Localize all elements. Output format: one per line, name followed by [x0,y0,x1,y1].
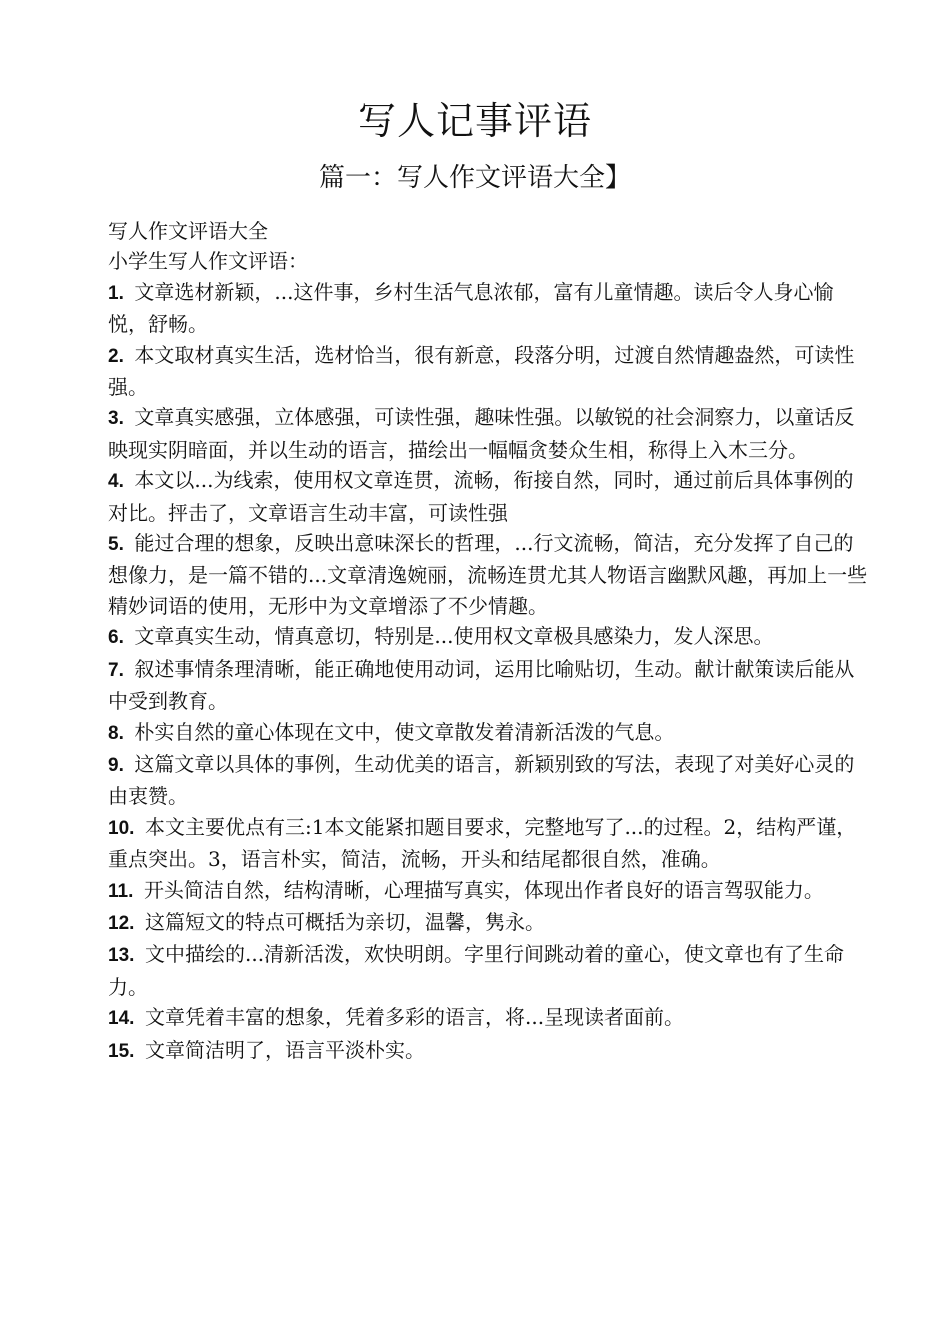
item-text: 文章简洁明了，语言平淡朴实。 [144,1037,425,1062]
item-text: 叙述事情条理清晰，能正确地使用动词，运用比喻贴切，生动。献计献策读后能从中受到教育。 [108,656,855,714]
comment-item [108,340,868,403]
comment-item [108,1002,868,1034]
item-number: 2. [108,345,124,367]
section-heading: 篇一：写人作文评语大全】 [318,163,631,193]
item-text: 文章真实生动，情真意切，特别是...使用权文章极具感染力，发人深思。 [134,624,774,649]
item-text: 本文主要优点有三:1本文能紧扣题目要求，完整地写了...的过程。2，结构严谨，重点突出。3，语言朴实，简洁，流畅，开头和结尾都很自然，准确。 [108,814,857,872]
item-number: 8. [108,722,124,744]
item-text: 文章选材新颖，...这件事，乡村生活气息浓郁，富有儿童情趣。读后令人身心愉悦，舒畅。 [108,279,834,337]
comment-item [108,939,868,1002]
comment-item [108,875,868,907]
comment-item [108,654,868,717]
comment-item [108,907,868,939]
item-text: 文中描绘的...清新活泼，欢快明朗。字里行间跳动着的童心，使文章也有了生命力。 [108,942,845,999]
document-body [108,216,868,1067]
intro-line: 小学生写人作文评语： [108,249,308,274]
comment-item [108,528,868,621]
item-number: 10. [108,817,135,839]
comment-item [108,1035,868,1067]
item-number: 12. [108,912,135,934]
item-text: 朴实自然的童心体现在文中，使文章散发着清新活泼的气息。 [134,719,675,744]
comment-item [108,402,868,465]
item-text: 文章真实感强，立体感强，可读性强，趣味性强。以敏锐的社会洞察力，以童话反映现实阴暗面，并以生动的语言，描绘出一幅幅贪婪众生相，称得上入木三分。 [108,405,855,462]
item-text: 本文以...为线索，使用权文章连贯，流畅，衔接自然，同时，通过前后具体事例的对比。抨击了，文章语言生动丰富，可读性强 [108,468,854,525]
item-text: 开头简洁自然，结构清晰，心理描写真实，体现出作者良好的语言驾驭能力。 [143,877,824,902]
comment-item [108,621,868,653]
item-text: 能过合理的想象，反映出意味深长的哲理，...行文流畅，简洁，充分发挥了自己的想像力，是一篇不错的...文章清逸婉丽，流畅连贯尤其人物语言幽默风趣，再加上一些精妙词语的使用，无形中为文章增添了不少情趣。 [108,531,868,618]
item-number: 9. [108,754,124,776]
item-number: 1. [108,282,124,304]
comment-item [108,812,868,875]
item-number: 13. [108,945,135,967]
item-number: 7. [108,659,124,681]
intro-line: 写人作文评语大全 [108,219,268,243]
item-number: 6. [108,627,124,649]
item-text: 这篇短文的特点可概括为亲切，温馨，隽永。 [144,909,545,934]
item-number: 3. [108,408,124,430]
document-title: 写人记事评语 [357,99,592,143]
item-number: 4. [108,471,124,493]
item-text: 这篇文章以具体的事例，生动优美的语言，新颖别致的写法，表现了对美好心灵的由衷赞。 [108,751,855,809]
item-number: 14. [108,1008,135,1030]
item-number: 5. [108,534,124,556]
item-text: 本文取材真实生活，选材恰当，很有新意，段落分明，过渡自然情趣盎然，可读性强。 [108,342,855,400]
comment-item [108,749,868,812]
item-text: 文章凭着丰富的想象，凭着多彩的语言，将...呈现读者面前。 [144,1005,685,1030]
comment-item [108,277,868,340]
item-number: 11. [108,880,134,902]
comment-item [108,465,868,528]
comment-item [108,717,868,749]
item-number: 15. [108,1040,135,1062]
